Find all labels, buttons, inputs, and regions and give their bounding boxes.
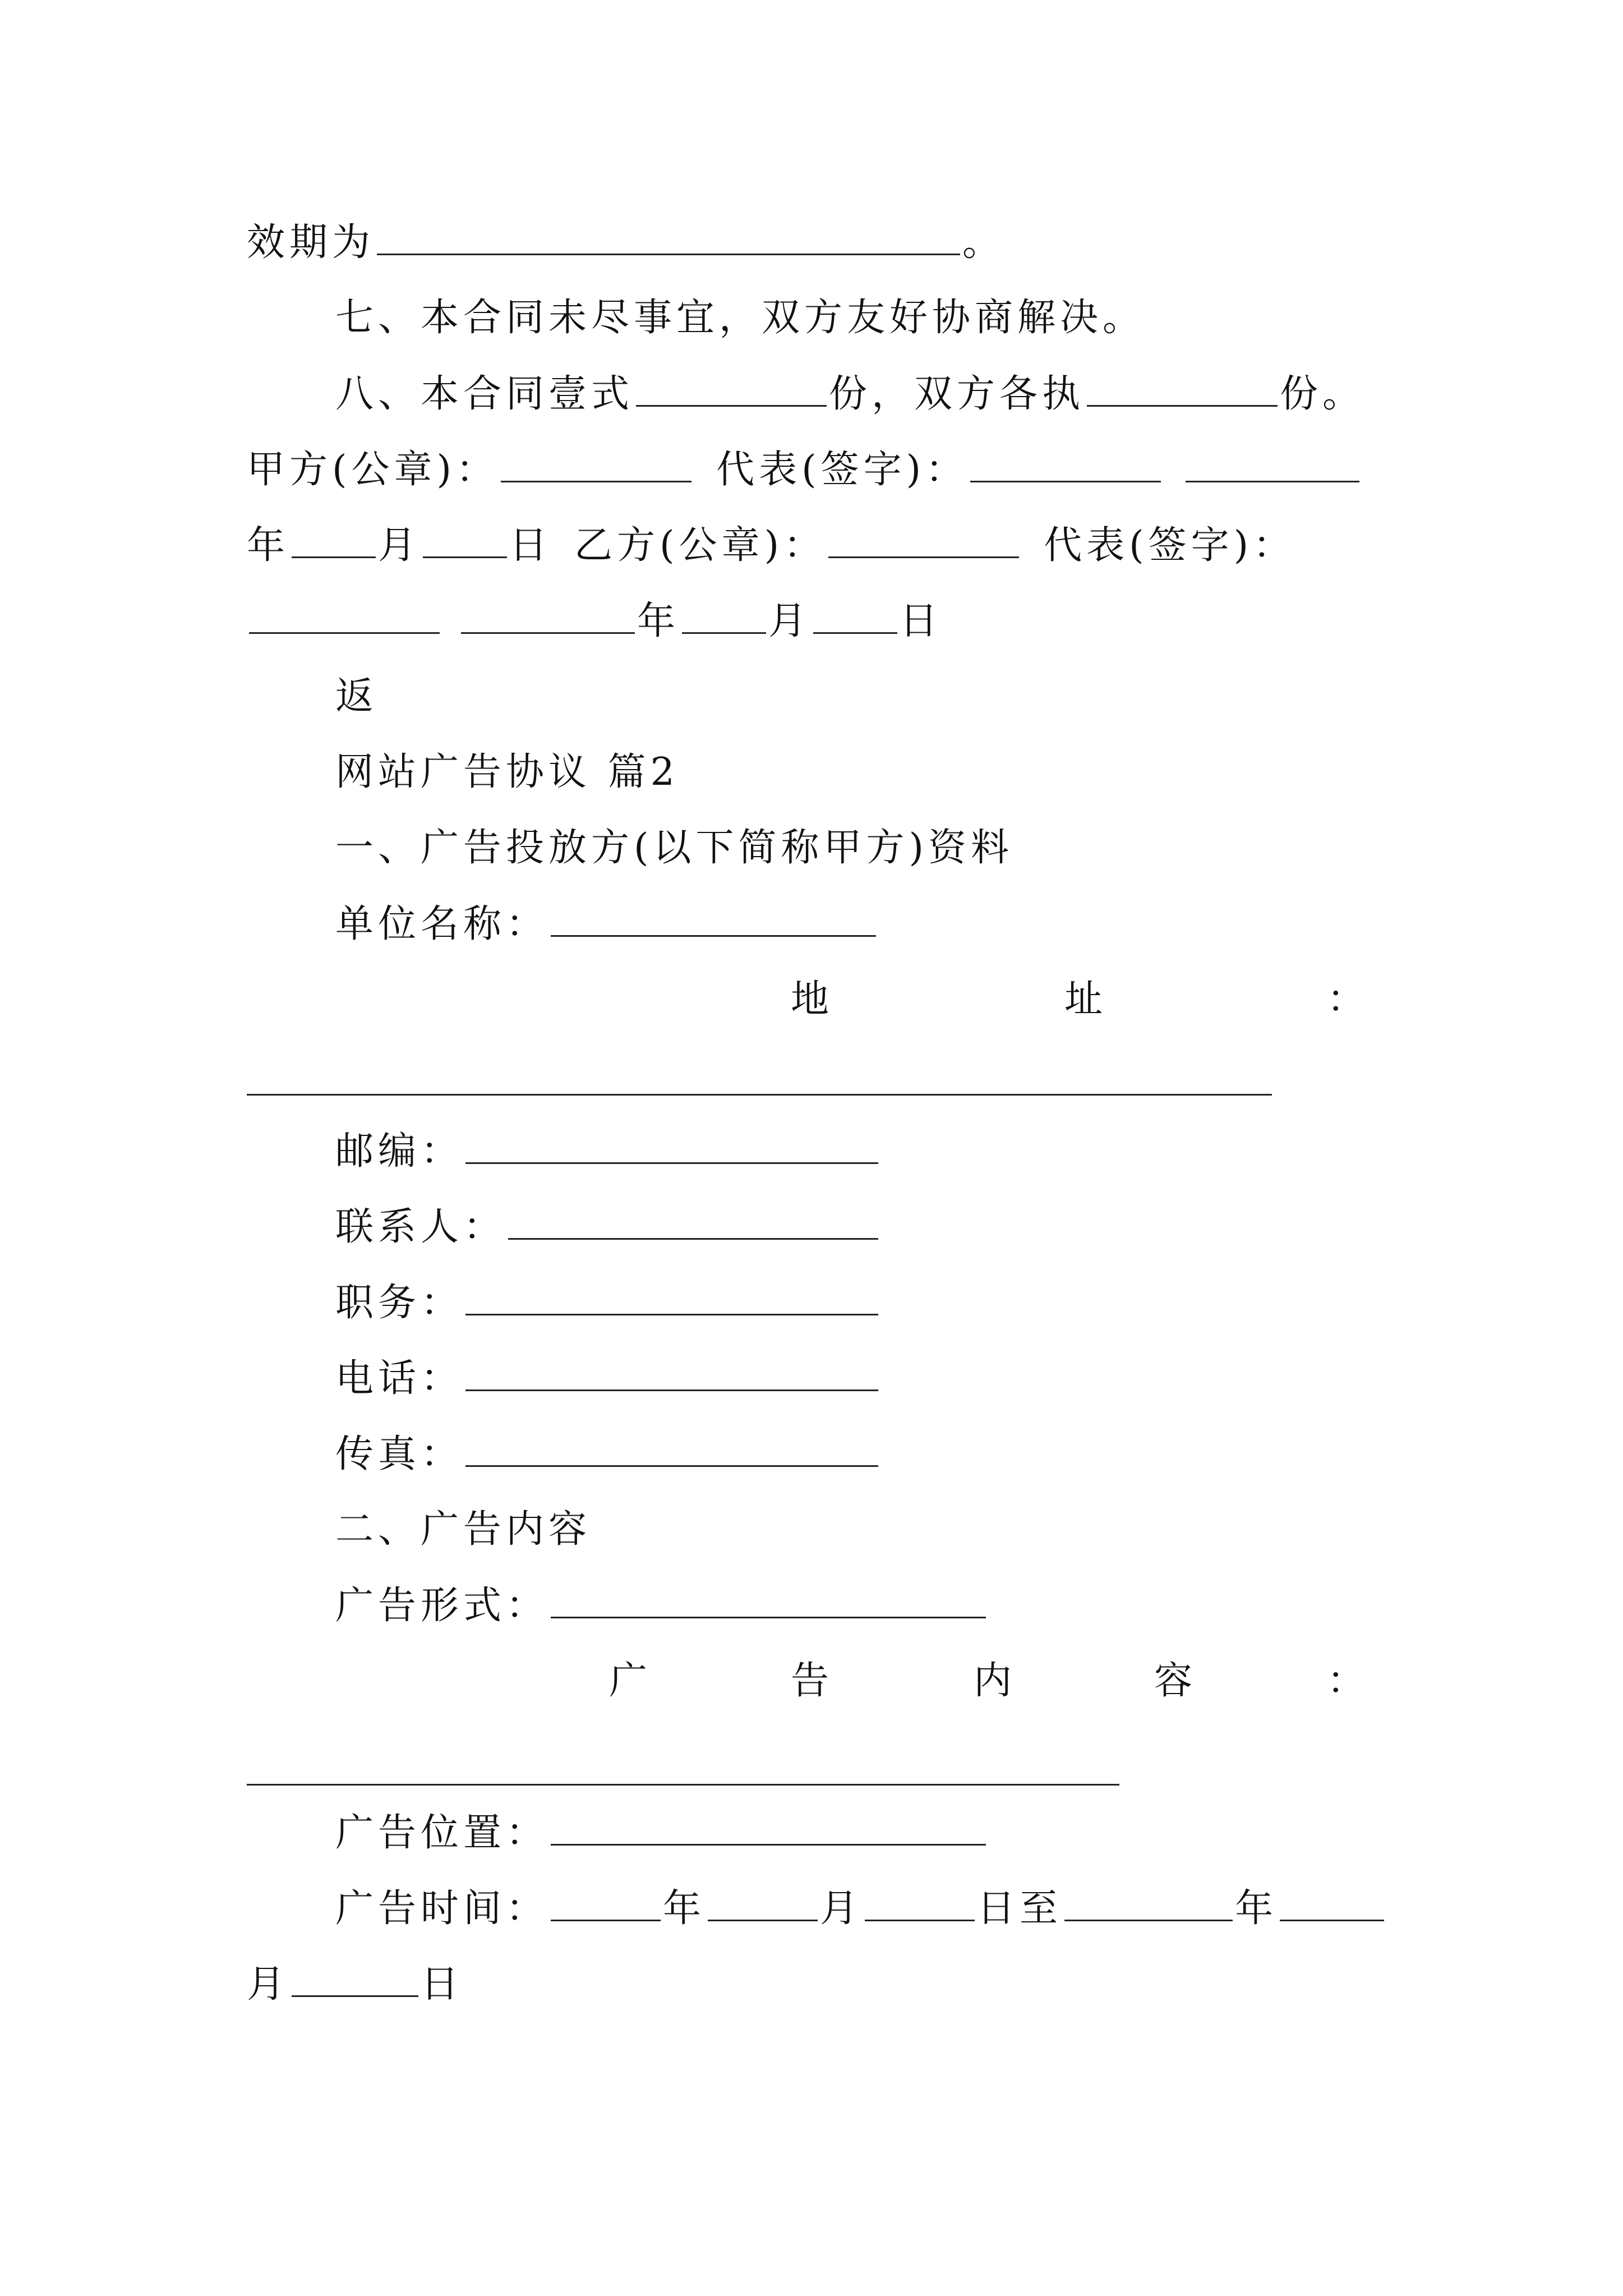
validity-blank[interactable] — [377, 220, 960, 255]
party-b-seal-blank[interactable] — [828, 523, 1019, 558]
phone-line — [335, 1356, 880, 1401]
phone-label: 电话： — [335, 1356, 464, 1401]
party-b-seal-label: 乙方(公章)： — [574, 523, 827, 568]
party-a-year: 年 — [247, 523, 290, 568]
ad-time-label: 广告时间： — [335, 1887, 549, 1931]
ad-content-char-3: 内 — [974, 1659, 1012, 1703]
company-name-label: 单位名称： — [335, 902, 549, 946]
contact-line — [335, 1204, 880, 1250]
party-b-day: 日 — [900, 599, 943, 643]
address-char-1: 地 — [791, 977, 829, 1022]
ad-content-blank[interactable] — [247, 1784, 1119, 1786]
ad-start-day-to: 日至 — [977, 1887, 1063, 1931]
section-two-heading: 二、广告内容 — [335, 1507, 592, 1552]
ad-format-blank[interactable] — [551, 1583, 986, 1618]
address-char-2: 址 — [1064, 977, 1103, 1022]
ad-content-char-1: 广 — [609, 1659, 648, 1703]
ad-time-line — [335, 1886, 1386, 1931]
party-b-rep-label: 代表(签字)： — [1044, 523, 1296, 568]
return-link[interactable]: 返 — [335, 674, 379, 719]
ad-end-year-blank[interactable] — [1064, 1886, 1233, 1921]
ad-end-month: 月 — [247, 1962, 290, 2007]
ad-content-char-4: 容 — [1154, 1659, 1193, 1703]
postcode-label: 邮编： — [335, 1129, 464, 1174]
ad-position-blank[interactable] — [551, 1810, 986, 1846]
ad-start-year: 年 — [663, 1887, 706, 1931]
ad-end-year: 年 — [1235, 1887, 1278, 1931]
ad-end-month-blank-a[interactable] — [1280, 1886, 1384, 1921]
party-b-year-blank[interactable] — [461, 599, 635, 634]
party-a-day: 日 — [509, 523, 552, 568]
party-b-month: 月 — [768, 599, 811, 643]
company-name-blank[interactable] — [551, 901, 876, 937]
position-line — [335, 1280, 880, 1326]
ad-position-line — [335, 1810, 988, 1856]
contact-label: 联系人： — [335, 1205, 506, 1249]
party-b-month-blank[interactable] — [682, 599, 766, 634]
ad-start-year-blank[interactable] — [551, 1886, 661, 1921]
fax-label: 传真： — [335, 1432, 464, 1476]
section-title: 网站广告协议 篇2 — [335, 750, 679, 794]
copies-total-blank[interactable] — [636, 371, 827, 407]
party-b-sign-line — [247, 523, 1295, 568]
postcode-blank[interactable] — [465, 1129, 878, 1164]
party-a-sign-line — [247, 447, 1362, 493]
party-a-rep-label: 代表(签字)： — [716, 448, 969, 492]
ad-end-day-blank[interactable] — [292, 1962, 418, 1997]
contact-blank[interactable] — [508, 1204, 878, 1240]
ad-start-month-blank[interactable] — [708, 1886, 818, 1921]
ad-content-char-2: 告 — [791, 1659, 829, 1703]
fax-blank[interactable] — [465, 1432, 878, 1467]
party-a-month: 月 — [378, 523, 421, 568]
address-colon: ： — [1327, 977, 1366, 1022]
party-a-seal-blank[interactable] — [501, 447, 691, 482]
fax-line — [335, 1432, 880, 1477]
phone-blank[interactable] — [465, 1356, 878, 1391]
address-blank[interactable] — [247, 1094, 1272, 1096]
party-b-year: 年 — [637, 599, 680, 643]
ad-content-colon: ： — [1327, 1659, 1366, 1703]
copies-each-blank[interactable] — [1087, 371, 1278, 407]
party-b-rep-blank[interactable] — [249, 599, 440, 634]
ad-format-line — [335, 1583, 988, 1628]
party-a-extra-blank[interactable] — [1186, 447, 1359, 482]
party-a-year-blank[interactable] — [292, 523, 376, 558]
ad-position-label: 广告位置： — [335, 1811, 549, 1855]
party-a-rep-blank[interactable] — [970, 447, 1161, 482]
section-one-heading: 一、广告投放方(以下简称甲方)资料 — [335, 826, 1014, 870]
clause-eight-b: 份，双方各执 — [829, 372, 1085, 416]
ad-format-label: 广告形式： — [335, 1584, 549, 1628]
company-name-line — [335, 901, 878, 947]
party-a-month-blank[interactable] — [423, 523, 507, 558]
clause-eight — [335, 371, 1365, 417]
party-a-seal-label: 甲方(公章)： — [247, 448, 499, 492]
clause-seven: 七、本合同未尽事宜，双方友好协商解决。 — [335, 296, 1146, 340]
validity-end: 。 — [962, 220, 1006, 265]
position-blank[interactable] — [465, 1280, 878, 1315]
validity-label: 效期为 — [247, 220, 375, 265]
postcode-line — [335, 1129, 880, 1174]
clause-eight-a: 八、本合同壹式 — [335, 372, 634, 416]
position-label: 职务： — [335, 1281, 464, 1325]
validity-line — [247, 220, 1005, 265]
party-b-date-line — [247, 599, 942, 644]
ad-end-day: 日 — [421, 1962, 464, 2007]
party-b-day-blank[interactable] — [813, 599, 897, 634]
clause-eight-c: 份。 — [1280, 372, 1366, 416]
ad-start-day-blank[interactable] — [865, 1886, 975, 1921]
ad-start-month: 月 — [820, 1887, 863, 1931]
ad-time-end-line — [247, 1962, 463, 2007]
